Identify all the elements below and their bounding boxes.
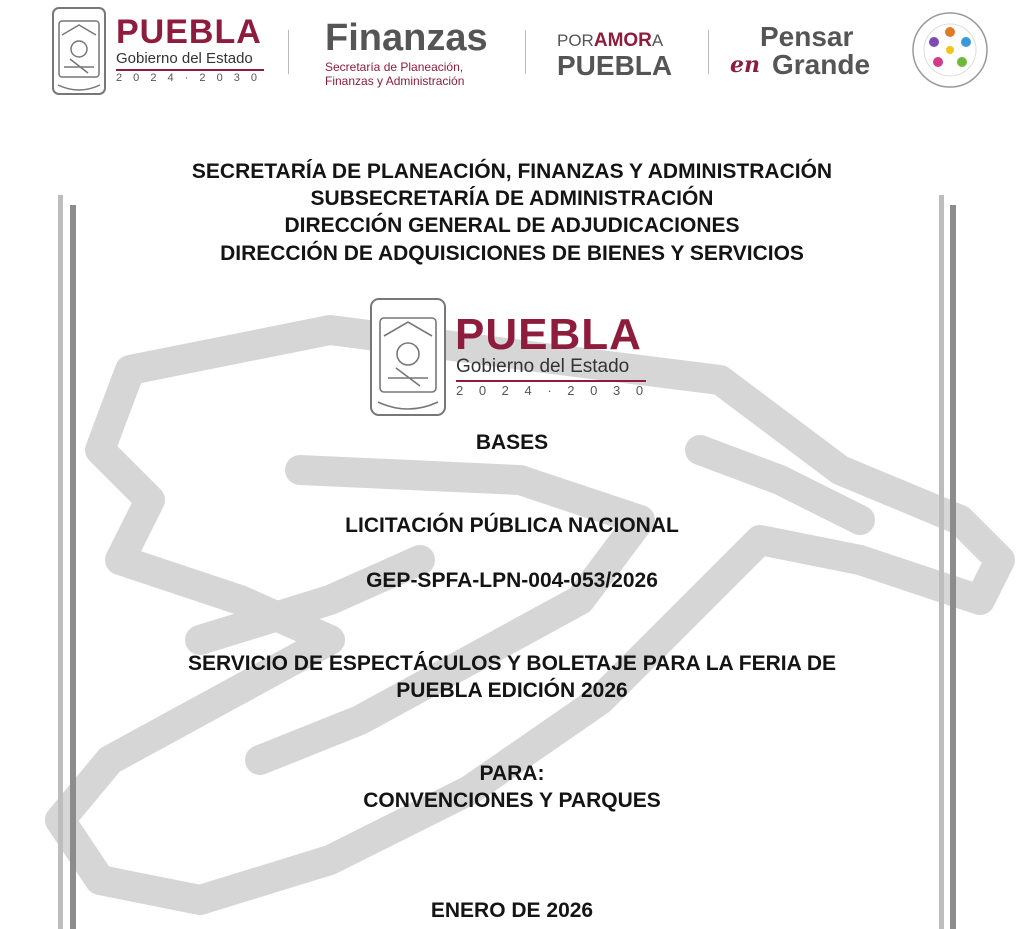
fecha-label: ENERO DE 2026: [430, 899, 594, 922]
center-puebla-underline: [456, 380, 646, 382]
header-puebla-title: PUEBLA: [116, 13, 262, 51]
title-subsecretaria: SUBSECRETARÍA DE ADMINISTRACIÓN: [310, 187, 714, 210]
licitacion-label: LICITACIÓN PÚBLICA NACIONAL: [345, 514, 679, 537]
pensar-text: Pensar: [760, 21, 854, 52]
header-puebla-subtitle: Gobierno del Estado: [116, 50, 253, 67]
por-amor-a: A: [651, 31, 664, 50]
servicio-line-1: SERVICIO DE ESPECTÁCULOS Y BOLETAJE PARA LA FERIA DE: [188, 652, 836, 675]
header-finanzas-title: Finanzas: [325, 17, 488, 59]
left-border-outer: [58, 195, 63, 929]
igualdad-seal-icon: [910, 10, 990, 90]
bases-label: BASES: [475, 431, 549, 454]
title-direccion-adquisiciones: DIRECCIÓN DE ADQUISICIONES DE BIENES Y SERVICIOS: [220, 242, 804, 265]
por-amor-logo: [557, 30, 689, 80]
header-finanzas-line2: Finanzas y Administración: [325, 74, 465, 88]
por-amor-puebla: PUEBLA: [557, 50, 673, 81]
por-amor-amor: AMOR: [593, 30, 652, 51]
pensar-grande: Grande: [772, 49, 871, 80]
header-divider-1: [288, 30, 289, 74]
por-amor-por: POR: [557, 31, 594, 50]
pensar-en: en: [730, 52, 760, 78]
center-puebla-years: 2 0 2 4 · 2 0 3 0: [456, 383, 650, 398]
pensar-logo: [730, 22, 890, 82]
servicio-line-2: PUEBLA EDICIÓN 2026: [396, 679, 628, 702]
convenciones-label: CONVENCIONES Y PARQUES: [363, 789, 661, 812]
right-border-inner: [939, 195, 944, 929]
title-secretaria: SECRETARÍA DE PLANEACIÓN, FINANZAS Y ADMINISTRACIÓN: [191, 160, 833, 183]
center-puebla-subtitle: Gobierno del Estado: [456, 356, 630, 377]
para-label: PARA:: [479, 762, 545, 785]
center-puebla-title: PUEBLA: [455, 310, 642, 359]
header-finanzas-line1: Secretaría de Planeación,: [325, 60, 464, 74]
licitacion-code: GEP-SPFA-LPN-004-053/2026: [366, 569, 658, 592]
center-coat-of-arms-icon: [368, 296, 448, 418]
title-direccion-general: DIRECCIÓN GENERAL DE ADJUDICACIONES: [284, 214, 740, 237]
header-puebla-years: 2 0 2 4 · 2 0 3 0: [116, 72, 262, 84]
header-puebla-underline: [116, 69, 264, 71]
header-divider-2: [525, 30, 526, 74]
coat-of-arms-icon: [50, 5, 108, 97]
header-divider-3: [708, 30, 709, 74]
